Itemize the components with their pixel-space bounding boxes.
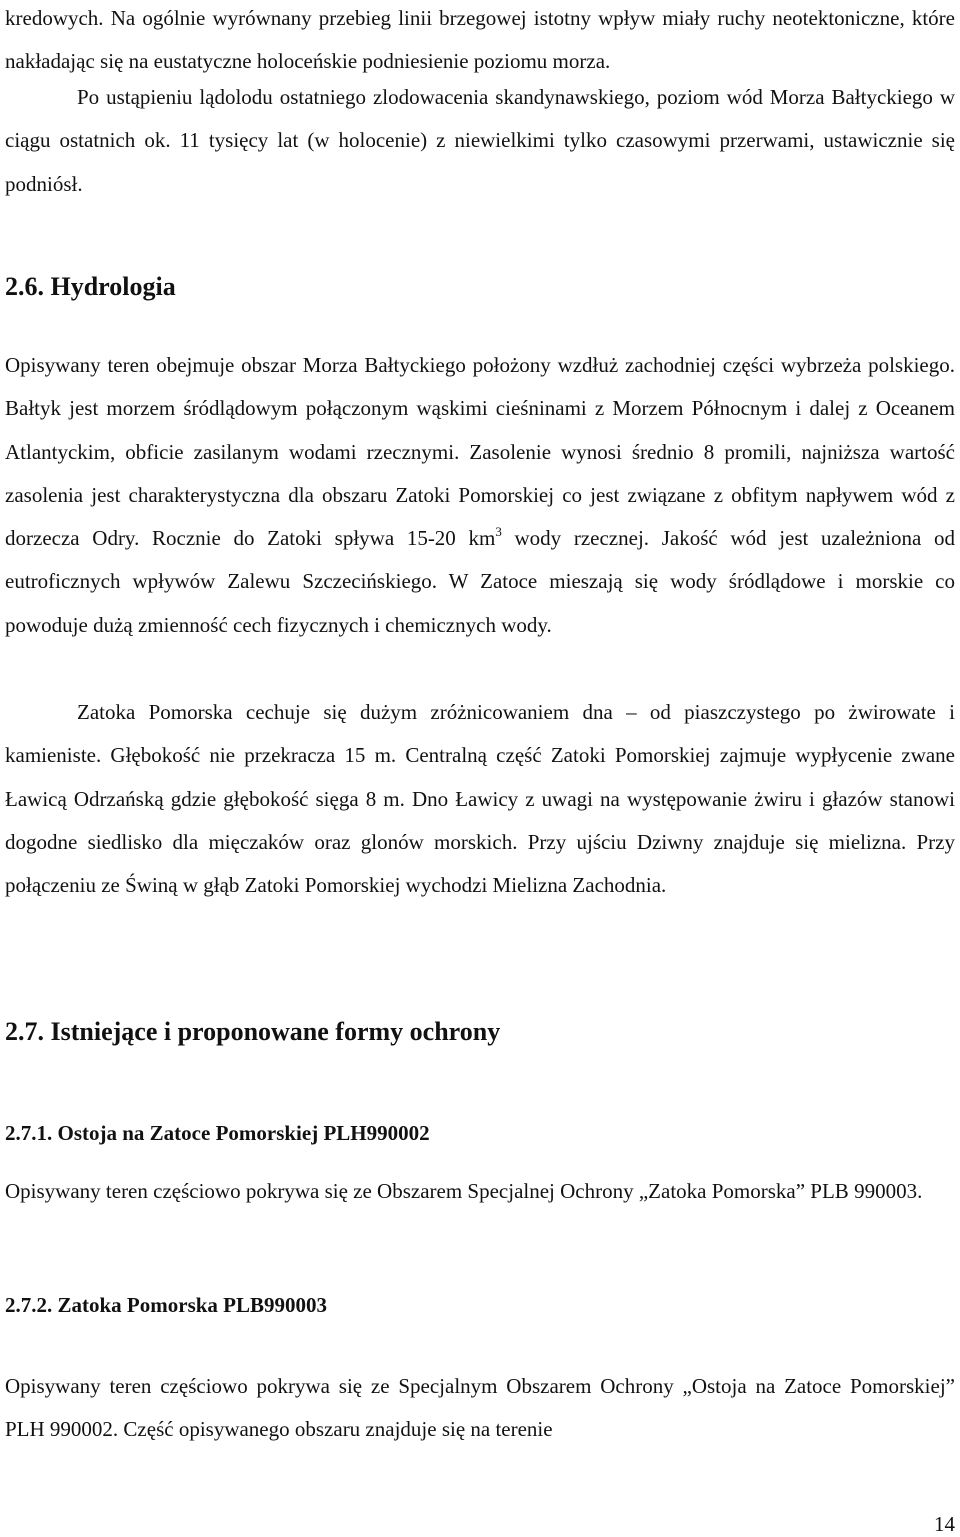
paragraph-sea-level [5,76,955,206]
page-number: 14 [934,1512,955,1536]
paragraph-text: kredowych. Na ogólnie wyrównany przebieg linii brzegowej istotny wpływ miały ruchy neotektoniczne, które nakładając się na eustatyczne holoceńskie podniesienie poziomu morza. [5,6,955,74]
paragraph-coastline [5,0,955,84]
paragraph-bay-bottom [5,691,955,907]
superscript: 3 [495,524,502,540]
heading-ostoja: 2.7.1. Ostoja na Zatoce Pomorskiej PLH990002 [5,1121,430,1145]
paragraph-text: Opisywany teren częściowo pokrywa się ze Specjalnym Obszarem Ochrony „Ostoja na Zatoce Pomorskiej” PLH 990002. Część opisywanego obszaru znajduje się na terenie [5,1374,955,1442]
heading-zatoka-pomorska: 2.7.2. Zatoka Pomorska PLB990003 [5,1293,328,1317]
heading-protection-forms: 2.7. Istniejące i proponowane formy ochrony [5,1017,501,1046]
paragraph-text: Po ustąpieniu lądolodu ostatniego zlodowacenia skandynawskiego, poziom wód Morza Bałtyckiego w ciągu ostatnich ok. 11 tysięcy lat (w holocenie) z niewielkimi tylko czasowymi przerwami, ustawicznie się podniósł. [5,85,955,196]
paragraph-zatoka-pomorska [5,1365,955,1452]
paragraph-text: Opisywany teren obejmuje obszar Morza Bałtyckiego położony wzdłuż zachodniej części wybrzeża polskiego. Bałtyk jest morzem śródlądowym połączonym wąskimi cieśninami z Morzem Północnym i dalej z Oceanem Atlantyckim, obficie zasilanym wodami rzecznymi. Zasolenie wynosi średnio 8 promili, najniższa wartość zasolenia jest charakterystyczna dla obszaru Zatoki Pomorskiej co jest związane z obfitym napływem wód z dorzecza Odry. Rocznie do Zatoki spływa 15-20 km [5,353,955,551]
paragraph-hydrology [5,344,955,647]
paragraph-text: Opisywany teren częściowo pokrywa się ze Obszarem Specjalnej Ochrony „Zatoka Pomorska” PLB 990003. [5,1179,923,1203]
paragraph-ostoja [5,1170,955,1213]
heading-hydrologia: 2.6. Hydrologia [5,272,176,301]
paragraph-text: wody rzecznej. Jakość wód jest uzależniona od eutroficznych wpływów Zalewu Szczecińskiego. W Zatoce mieszają się wody śródlądowe i morskie co powoduje dużą zmienność cech fizycznych i chemicznych wody. [5,526,955,637]
paragraph-text: Zatoka Pomorska cechuje się dużym zróżnicowaniem dna – od piaszczystego po żwirowate i kamieniste. Głębokość nie przekracza 15 m. Centralną część Zatoki Pomorskiej zajmuje wypłycenie zwane Ławicą Odrzańską gdzie głębokość sięga 8 m. Dno Ławicy z uwagi na występowanie żwiru i głazów stanowi dogodne siedlisko dla mięczaków oraz glonów morskich. Przy ujściu Dziwny znajduje się mielizna. Przy połączeniu ze Świną w głąb Zatoki Pomorskiej wychodzi Mielizna Zachodnia. [5,700,955,898]
